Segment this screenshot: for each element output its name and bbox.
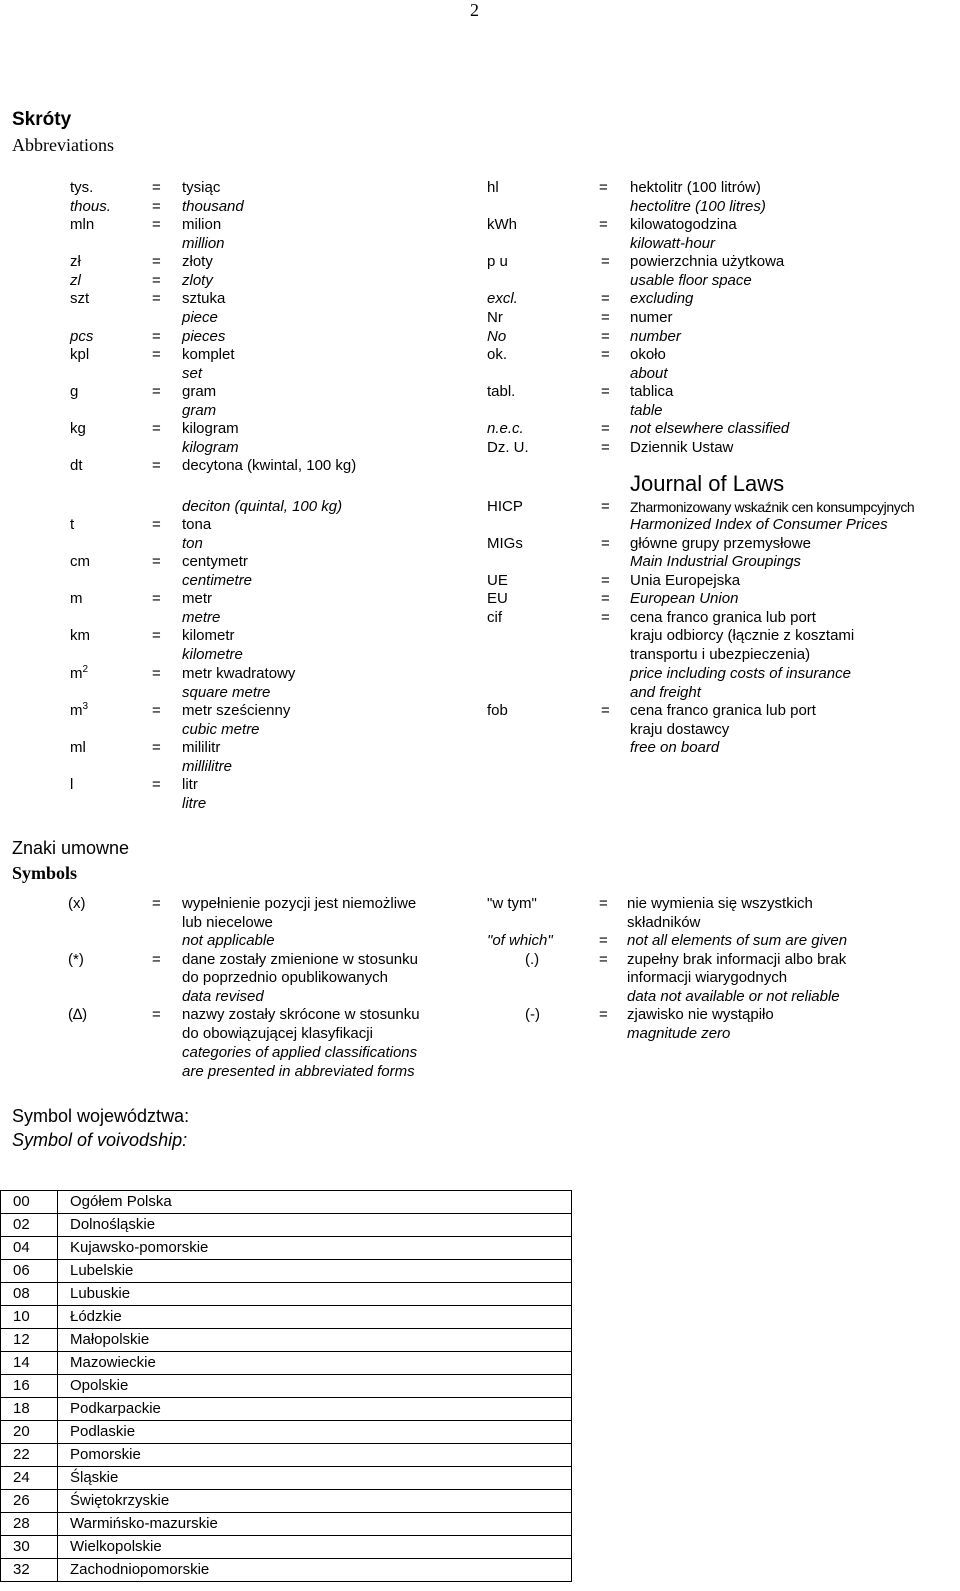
eq: = (601, 420, 610, 437)
eq: = (152, 198, 161, 215)
voivodship-name: Małopolskie (58, 1329, 572, 1352)
abbr-term: dt (70, 457, 83, 474)
abbr-def: litr (182, 776, 198, 793)
eq: = (152, 516, 161, 533)
abbr-def: metr sześcienny (182, 702, 291, 719)
voivodship-title-pl: Symbol województwa: (12, 1106, 190, 1126)
abbr-def: metre (182, 609, 221, 626)
abbr-def: thousand (182, 198, 244, 215)
abbr-def: table (630, 402, 663, 419)
eq: = (152, 590, 161, 607)
eq: = (601, 572, 610, 589)
eq: = (152, 665, 161, 682)
abbr-def: sztuka (182, 290, 226, 307)
symbol-desc: magnitude zero (627, 1025, 731, 1042)
voivodship-code: 12 (1, 1329, 58, 1352)
voivodship-code: 10 (1, 1306, 58, 1329)
abbreviations-title-pl: Skróty (12, 109, 72, 130)
abbr-def: gram (182, 402, 217, 419)
eq: = (599, 216, 608, 233)
voivodship-name: Podlaskie (58, 1421, 572, 1444)
eq: = (152, 739, 161, 756)
symbol-desc: lub niecelowe (182, 914, 273, 931)
abbr-def: deciton (quintal, 100 kg) (182, 498, 343, 515)
symbol-desc: are presented in abbreviated forms (182, 1063, 415, 1080)
abbr-def: kraju dostawcy (630, 721, 730, 738)
voivodship-name: Łódzkie (58, 1306, 572, 1329)
voivodship-row (1, 1467, 572, 1490)
abbr-term: thous. (70, 198, 111, 215)
abbr-def: decytona (kwintal, 100 kg) (182, 457, 357, 474)
eq: = (152, 702, 161, 719)
voivodship-row (1, 1375, 572, 1398)
abbr-def: hectolitre (100 litres) (630, 198, 766, 215)
abbr-def: square metre (182, 684, 271, 701)
abbr-def: kilometr (182, 627, 235, 644)
abbr-def: Harmonized Index of Consumer Prices (630, 516, 888, 533)
abbr-def: tysiąc (182, 179, 221, 196)
eq: = (599, 951, 608, 968)
eq: = (601, 702, 610, 719)
eq: = (152, 290, 161, 307)
abbr-def: centymetr (182, 553, 248, 570)
abbr-term: cif (487, 609, 502, 626)
abbr-term: szt (70, 290, 90, 307)
abbr-def: kraju odbiorcy (łącznie z kosztami (630, 627, 855, 644)
abbr-def: cena franco granica lub port (630, 702, 816, 719)
voivodship-row (1, 1306, 572, 1329)
abbr-def: not elsewhere classified (630, 420, 790, 437)
voivodship-code: 04 (1, 1237, 58, 1260)
abbr-term: Nr (487, 309, 503, 326)
symbol-desc: nazwy zostały skrócone w stosunku (182, 1006, 420, 1023)
abbr-def-journal: Journal of Laws (630, 471, 785, 496)
eq: = (601, 590, 610, 607)
voivodship-row (1, 1191, 572, 1214)
eq: = (152, 895, 161, 912)
abbr-def: price including costs of insurance (630, 665, 851, 682)
abbr-term: m (70, 590, 83, 607)
abbr-def: kilowatt-hour (630, 235, 716, 252)
eq: = (601, 346, 610, 363)
eq: = (601, 328, 610, 345)
abbr-term: excl. (487, 290, 518, 307)
voivodship-code: 16 (1, 1375, 58, 1398)
eq: = (601, 383, 610, 400)
abbr-def: free on board (630, 739, 720, 756)
abbr-def: mililitr (182, 739, 221, 756)
abbr-def: metr kwadratowy (182, 665, 296, 682)
eq: = (152, 272, 161, 289)
voivodship-row (1, 1490, 572, 1513)
abbr-term: HICP (487, 498, 523, 515)
voivodship-name: Pomorskie (58, 1444, 572, 1467)
eq: = (152, 383, 161, 400)
abbr-def: Dziennik Ustaw (630, 439, 734, 456)
symbol-desc: nie wymienia się wszystkich (627, 895, 813, 912)
eq: = (152, 346, 161, 363)
abbr-term: hl (487, 179, 499, 196)
abbr-term: l (70, 776, 74, 793)
symbol-desc: wypełnienie pozycji jest niemożliwe (182, 895, 417, 912)
voivodship-row (1, 1283, 572, 1306)
abbr-def: główne grupy przemysłowe (630, 535, 811, 552)
voivodship-name: Lubelskie (58, 1260, 572, 1283)
eq: = (599, 895, 608, 912)
abbr-def: około (630, 346, 666, 363)
abbr-def: zloty (182, 272, 213, 289)
symbol-asterisk: (*) (68, 951, 84, 968)
abbr-term: kWh (487, 216, 517, 233)
eq: = (601, 498, 610, 515)
abbr-term: mln (70, 216, 95, 233)
voivodship-row (1, 1352, 572, 1375)
abbr-term: No (487, 328, 507, 345)
symbol-desc: data revised (182, 988, 264, 1005)
voivodship-row (1, 1444, 572, 1467)
abbr-term: MIGs (487, 535, 523, 552)
symbol-desc: dane zostały zmienione w stosunku (182, 951, 418, 968)
abbr-def: metr (182, 590, 212, 607)
voivodship-name: Opolskie (58, 1375, 572, 1398)
voivodship-code: 08 (1, 1283, 58, 1306)
abbr-def: excluding (630, 290, 694, 307)
symbol-desc: not applicable (182, 932, 275, 949)
abbr-def: złoty (182, 253, 213, 270)
abbr-def: centimetre (182, 572, 253, 589)
voivodship-name: Kujawsko-pomorskie (58, 1237, 572, 1260)
abbr-def: usable floor space (630, 272, 752, 289)
eq: = (601, 309, 610, 326)
abbr-def: kilogram (182, 420, 239, 437)
symbol-dash: (-) (525, 1006, 540, 1023)
eq: = (152, 253, 161, 270)
abbr-term: n.e.c. (487, 420, 524, 437)
abbr-term: g (70, 383, 79, 400)
eq: = (152, 776, 161, 793)
abbr-def: kilowatogodzina (630, 216, 737, 233)
abbr-def: hektolitr (100 litrów) (630, 179, 761, 196)
eq: = (599, 179, 608, 196)
eq: = (601, 609, 610, 626)
voivodship-row (1, 1536, 572, 1559)
abbr-def: cena franco granica lub port (630, 609, 816, 626)
abbr-term-m2: $m^2$ (70, 664, 89, 682)
eq: = (599, 932, 608, 949)
symbol-desc: składników (627, 914, 701, 931)
symbol-desc: zjawisko nie wystąpiło (627, 1006, 774, 1023)
abbr-def: millilitre (182, 758, 232, 775)
voivodship-name: Ogółem Polska (58, 1191, 572, 1214)
abbr-term: tabl. (487, 383, 516, 400)
abbr-term: t (70, 516, 75, 533)
voivodship-code: 14 (1, 1352, 58, 1375)
voivodship-name: Lubuskie (58, 1283, 572, 1306)
eq: = (152, 179, 161, 196)
abbr-def: and freight (630, 684, 701, 701)
abbr-def: kilogram (182, 439, 239, 456)
abbr-term: ml (70, 739, 86, 756)
voivodship-row (1, 1237, 572, 1260)
abbr-term: zl (70, 272, 81, 289)
eq: = (152, 457, 161, 474)
abbr-def: about (630, 365, 668, 382)
abbr-def: powierzchnia użytkowa (630, 253, 785, 270)
eq: = (152, 216, 161, 233)
abbr-def: litre (182, 795, 207, 812)
eq: = (601, 535, 610, 552)
eq: = (152, 420, 161, 437)
voivodship-code: 02 (1, 1214, 58, 1237)
symbol-w-tym: "w tym" (487, 895, 537, 912)
voivodship-name: Śląskie (58, 1467, 572, 1490)
symbol-desc: categories of applied classifications (182, 1044, 418, 1061)
voivodship-table (0, 1190, 572, 1582)
eq: = (601, 290, 610, 307)
symbol-of-which: "of which" (487, 932, 553, 949)
abbr-def: piece (182, 309, 218, 326)
abbr-term: fob (487, 702, 508, 719)
symbol-delta: (∆) (68, 1006, 88, 1023)
abbreviations-title-en: Abbreviations (12, 135, 114, 155)
abbr-def: milion (182, 216, 222, 233)
symbol-x: (x) (68, 895, 86, 912)
abbr-def: million (182, 235, 225, 252)
abbr-term-m3: $m^3$ (70, 701, 89, 719)
voivodship-row (1, 1214, 572, 1237)
abbr-term: zł (70, 253, 81, 270)
eq: = (152, 951, 161, 968)
voivodship-code: 22 (1, 1444, 58, 1467)
symbol-desc: zupełny brak informacji albo brak (627, 951, 847, 968)
abbr-def: set (182, 365, 203, 382)
voivodship-name: Zachodniopomorskie (58, 1559, 572, 1582)
voivodship-code: 18 (1, 1398, 58, 1421)
abbr-term: EU (487, 590, 508, 607)
abbr-def: kilometre (182, 646, 243, 663)
abbr-term: cm (70, 553, 90, 570)
abbr-term: Dz. U. (487, 439, 529, 456)
eq: = (601, 439, 610, 456)
voivodship-name: Wielkopolskie (58, 1536, 572, 1559)
symbols-title-pl: Znaki umowne (12, 838, 130, 858)
voivodship-name: Mazowieckie (58, 1352, 572, 1375)
voivodship-code: 32 (1, 1559, 58, 1582)
abbr-def: tablica (630, 383, 674, 400)
voivodship-row (1, 1513, 572, 1536)
voivodship-code: 30 (1, 1536, 58, 1559)
abbr-def: tona (182, 516, 212, 533)
abbr-def: Main Industrial Groupings (630, 553, 801, 570)
page-number: 2 (470, 0, 479, 20)
voivodship-code: 26 (1, 1490, 58, 1513)
abbr-def: pieces (182, 328, 226, 345)
symbol-desc: do poprzednio opublikowanych (182, 969, 388, 986)
symbol-desc: informacji wiarygodnych (627, 969, 788, 986)
abbr-def: number (630, 328, 681, 345)
voivodship-name: Podkarpackie (58, 1398, 572, 1421)
symbol-desc: not all elements of sum are given (627, 932, 848, 949)
abbr-def: numer (630, 309, 673, 326)
voivodship-row (1, 1398, 572, 1421)
abbr-term: p u (487, 253, 508, 270)
voivodship-row (1, 1260, 572, 1283)
voivodship-name: Warmińsko-mazurskie (58, 1513, 572, 1536)
abbr-left-row-0: tys. (70, 179, 94, 196)
voivodship-row (1, 1421, 572, 1444)
voivodship-code: 06 (1, 1260, 58, 1283)
eq: = (601, 253, 610, 270)
abbr-def: cubic metre (182, 721, 260, 738)
symbol-desc: do obowiązującej klasyfikacji (182, 1025, 373, 1042)
voivodship-code: 24 (1, 1467, 58, 1490)
abbr-def: ton (182, 535, 203, 552)
abbr-term: km (70, 627, 90, 644)
abbr-term: kg (70, 420, 86, 437)
voivodship-code: 00 (1, 1191, 58, 1214)
abbr-def: komplet (182, 346, 235, 363)
voivodship-name: Świętokrzyskie (58, 1490, 572, 1513)
abbr-def: European Union (630, 590, 739, 607)
abbr-term: pcs (70, 328, 94, 345)
abbr-def: gram (182, 383, 217, 400)
voivodship-name: Dolnośląskie (58, 1214, 572, 1237)
voivodship-row (1, 1559, 572, 1582)
abbr-def: transportu i ubezpieczenia) (630, 646, 811, 663)
abbr-term: ok. (487, 346, 508, 363)
voivodship-row (1, 1329, 572, 1352)
eq: = (599, 1006, 608, 1023)
voivodship-title-en: Symbol of voivodship: (12, 1130, 188, 1150)
abbr-def: Zharmonizowany wskaźnik cen konsumpcyjnych (630, 499, 915, 515)
symbol-dot: (.) (525, 951, 540, 968)
abbr-def: Unia Europejska (630, 572, 741, 589)
voivodship-code: 20 (1, 1421, 58, 1444)
eq: = (152, 328, 161, 345)
abbr-term: kpl (70, 346, 90, 363)
eq: = (152, 1006, 161, 1023)
abbr-term: UE (487, 572, 508, 589)
eq: = (152, 553, 161, 570)
symbols-title-en: Symbols (12, 863, 78, 883)
eq: = (152, 627, 161, 644)
symbol-desc: data not available or not reliable (627, 988, 840, 1005)
voivodship-code: 28 (1, 1513, 58, 1536)
